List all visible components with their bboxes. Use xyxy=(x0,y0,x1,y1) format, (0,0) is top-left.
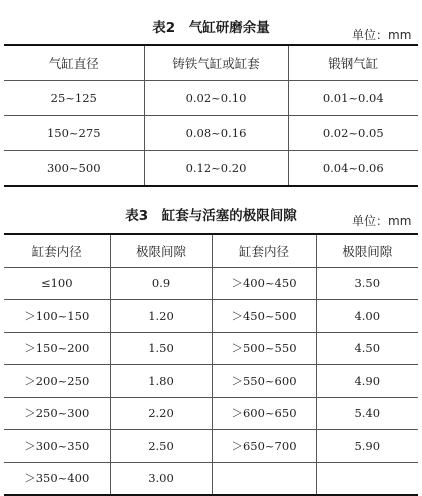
table-row xyxy=(4,462,418,495)
table-cell: ＞150~200 xyxy=(4,332,110,365)
table-cell: 0.02~0.10 xyxy=(144,81,288,116)
table-cell: 2.20 xyxy=(110,397,212,430)
table3-header-cell: 缸套内径 xyxy=(212,234,316,267)
table-cell: ＞100~150 xyxy=(4,300,110,333)
table3-header-cell: 缸套内径 xyxy=(31,243,82,259)
table-cell: ＞550~600 xyxy=(212,365,316,398)
table-cell: 0.01~0.04 xyxy=(288,81,418,116)
table3-header-row xyxy=(4,234,418,267)
table-cell: 1.80 xyxy=(110,365,212,398)
table-cell: ＞300~350 xyxy=(4,430,110,463)
table-cell: 3.00 xyxy=(110,462,212,495)
table-cell: 150~275 xyxy=(4,116,144,151)
table2-caption: 表2 气缸研磨余量 xyxy=(152,20,270,36)
table-cell: 0.02~0.05 xyxy=(288,116,418,151)
table-cell: 300~500 xyxy=(4,151,144,187)
table2-header-cell: 气缸直径 xyxy=(48,56,99,71)
table-cell: ≤100 xyxy=(4,267,110,300)
table3-header-cell: 极限间隙 xyxy=(110,234,212,267)
table-row xyxy=(4,116,418,151)
table-row xyxy=(4,365,418,398)
table-cell: ＞600~650 xyxy=(212,397,316,430)
table-row xyxy=(4,267,418,300)
table-row xyxy=(4,332,418,365)
table-cell: 4.00 xyxy=(316,300,418,333)
table-cell: ＞500~550 xyxy=(212,332,316,365)
table-cell: ＞400~450 xyxy=(212,267,316,300)
table-cell: 25~125 xyxy=(4,81,144,116)
table-cell: 3.50 xyxy=(316,267,418,300)
table-cell: 0.9 xyxy=(110,267,212,300)
table-cell: ＞650~700 xyxy=(212,430,316,463)
table-cell: 4.90 xyxy=(316,365,418,398)
table2-header-cell: 铸铁气缸或缸套 xyxy=(144,45,288,81)
table-cell: 1.50 xyxy=(110,332,212,365)
table-cell: 2.50 xyxy=(110,430,212,463)
table-cell xyxy=(212,462,316,495)
table-cell: 0.12~0.20 xyxy=(144,151,288,187)
table-cell: ＞200~250 xyxy=(4,365,110,398)
table-row xyxy=(4,430,418,463)
table-cell: ＞250~300 xyxy=(4,397,110,430)
table-row xyxy=(4,300,418,333)
table3-header-cell: 极限间隙 xyxy=(316,234,418,267)
table3-caption: 表3 缸套与活塞的极限间隙 xyxy=(125,208,297,224)
table-cell: 5.90 xyxy=(316,430,418,463)
table-cell: 5.40 xyxy=(316,397,418,430)
table-cell xyxy=(316,462,418,495)
table-row xyxy=(4,81,418,116)
table-row xyxy=(4,397,418,430)
table-cell: 4.50 xyxy=(316,332,418,365)
table2-unit: 单位：mm xyxy=(352,28,412,42)
table-row xyxy=(4,151,418,187)
table3 xyxy=(4,233,418,496)
table2-header-cell: 锻钢气缸 xyxy=(288,45,418,81)
table2 xyxy=(4,44,418,187)
table-cell: 0.08~0.16 xyxy=(144,116,288,151)
table3-unit: 单位：mm xyxy=(352,214,412,228)
table-cell: ＞350~400 xyxy=(4,462,110,495)
table-cell: 0.04~0.06 xyxy=(288,151,418,187)
table2-header-row xyxy=(4,45,418,81)
table-cell: 1.20 xyxy=(110,300,212,333)
table-cell: ＞450~500 xyxy=(212,300,316,333)
